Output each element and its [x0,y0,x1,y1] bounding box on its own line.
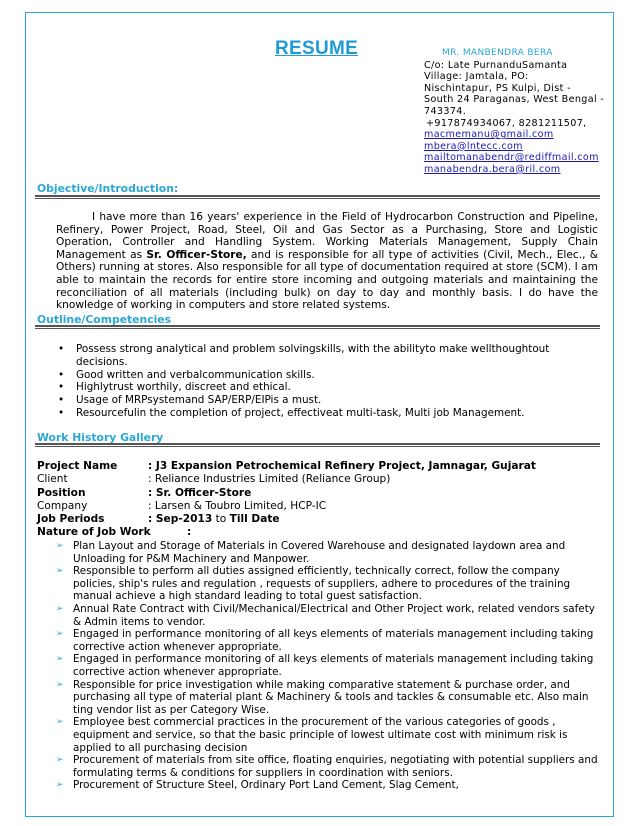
list-item [56,754,599,779]
objective-text: I have more than 16 years' experience in the Field of Hydrocarbon Construction and Pipeline, Refinery, Power Project, Road, Steel, Oil and Gas Sector as a Purchasing, Store and Logistic Operation, Controller and Handling System. Working Materials Management, Supply Chain Management as [56,211,598,261]
address-line: C/o: Late PurnanduSamanta [424,59,568,71]
arrow-bullet-icon: ➢ [56,755,64,766]
project-label: Project Name [37,460,118,472]
section-divider [35,325,600,329]
address-line: Village: Jamtala, PO: [424,71,529,83]
objective-role: Sr. Officer-Store, [146,248,247,261]
arrow-bullet-icon: ➢ [56,603,64,614]
arrow-bullet-icon: ➢ [56,717,64,728]
objective-paragraph [56,211,598,312]
duty-text: Procurement of Structure Steel, Ordinary Port Land Cement, Slag Cement, [73,779,459,792]
objective-heading: Objective/Introduction: [37,182,179,195]
project-value: : J3 Expansion Petrochemical Refinery Project, Jamnagar, Gujarat [148,460,536,472]
list-item [56,679,599,717]
section-divider [35,195,600,199]
list-item [56,565,599,603]
section-divider [35,443,600,447]
duty-text: Employee best commercial practices in the procurement of the various categories of goods , equipment and service, so that the basic principle of lowest ultimate cost with minimum risk is applied to all purchasing decision [73,716,568,754]
periods-to-word: to [212,513,230,526]
list-item: • Resourcefulin the completion of project, effectiveat multi-task, Multi job Management. [58,407,598,420]
list-item: • Highlytrust worthily, discreet and ethical. [58,381,598,394]
phone-numbers: +917874934067, 8281211507, [426,117,587,129]
client-value: : Reliance Industries Limited (Reliance Group) [148,473,391,486]
email-link[interactable]: mbera@lntecc.com [424,140,523,152]
arrow-bullet-icon: ➢ [56,654,64,665]
arrow-bullet-icon: ➢ [56,679,64,690]
objective-text-cont: and is responsible for all type of activities (Civil, Mech., Elec., & Others) running at stores. Also responsible for all type of documentation required at store (SCM). I am able to maintain the records for entire store incoming and outgoing materials and maintaining the reconciliation of all materials (including bulk) on day to day and monthly basis. I do have the knowledge of working in computers and store related systems. [56,248,598,312]
nature-colon: : [187,526,192,539]
list-item: • Usage of MRPsystemand SAP/ERP/EIPis a must. [58,394,598,407]
email-link[interactable]: mailtomanabendr@rediffmail.com [424,152,599,164]
duty-text: Responsible to perform all duties assigned efficiently, technically correct, follow the company policies, ship's rules and regulation , requests of suppliers, adhere to procedures of the training manual achieve a high standard leading to total guest satisfaction. [73,565,571,603]
duty-text: Annual Rate Contract with Civil/Mechanical/Electrical and Other Project work, related vendors safety & Admin items to vendor. [73,602,595,628]
list-item [56,628,599,653]
arrow-bullet-icon: ➢ [56,566,64,577]
candidate-name: MR. MANBENDRA BERA [442,48,553,58]
client-label: Client [37,473,68,486]
periods-from: : Sep-2013 [148,513,213,526]
list-item [56,653,599,678]
position-value: : Sr. Officer-Store [148,486,252,499]
email-link[interactable]: macmemanu@gmail.com [424,129,554,141]
arrow-bullet-icon: ➢ [56,629,64,640]
address-line: 743374. [424,105,467,117]
periods-to: Till Date [229,513,280,526]
email-link[interactable]: manabendra.bera@ril.com [424,163,561,175]
contact-block [424,48,610,176]
list-item [56,540,599,565]
list-item: • Possess strong analytical and problem solvingskills, with the abilityto make wellthoughtout decisions. [58,343,598,369]
list-item: • Good written and verbalcommunication skills. [58,369,598,382]
company-value: : Larsen & Toubro Limited, HCP-IC [148,499,327,512]
duty-text: Responsible for price investigation while making comparative statement & purchase order, and purchasing all type of material plant & Machinery & tools and tackles & consumable etc. Also main ting vendor list as per Category Wise. [73,678,589,716]
arrow-bullet-icon: ➢ [56,780,64,791]
address-line: Nischintapur, PS Kulpi, Dist - [424,82,571,94]
duty-text: Procurement of materials from site office, floating enquiries, negotiating with potential suppliers and formulating terms & conditions for suppliers in coordination with seniors. [73,754,598,779]
competencies-heading: Outline/Competencies [37,313,172,326]
arrow-bullet-icon: ➢ [56,541,64,551]
resume-title: RESUME [275,38,359,59]
work-history-heading: Work History Gallery [37,431,164,444]
job-details [37,460,597,540]
nature-label: Nature of Job Work [37,526,151,539]
duty-text: Engaged in performance monitoring of all keys elements of materials management including taking corrective action whenever appropriate. [73,653,594,678]
company-label: Company [37,499,88,512]
competencies-list [58,343,598,420]
periods-label: Job Periods [37,513,105,526]
position-label: Position [37,486,86,499]
duty-text: Engaged in performance monitoring of all keys elements of materials management including taking corrective action whenever appropriate. [73,628,594,653]
duties-list [56,540,599,792]
list-item [56,603,599,628]
list-item [56,779,599,792]
duty-text: Plan Layout and Storage of Materials in Covered Warehouse and designated laydown area and Unloading for P&M Machinery and Manpower. [73,540,566,565]
list-item [56,716,599,754]
address-line: South 24 Paraganas, West Bengal - [424,94,605,106]
